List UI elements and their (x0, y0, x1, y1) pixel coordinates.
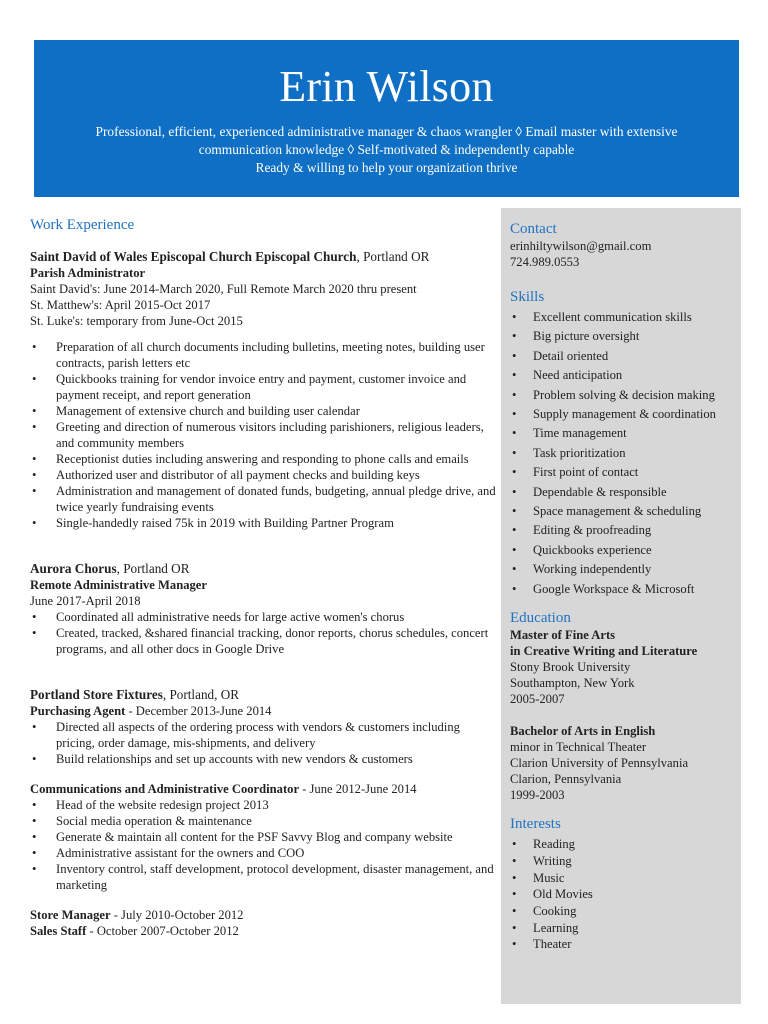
job-role: Communications and Administrative Coordinator (30, 782, 300, 796)
skill-item: • Space management & scheduling (510, 502, 733, 521)
interest-item: • Reading (510, 836, 733, 853)
bullet-item: • Created, tracked, &shared financial tracking, donor reports, chorus schedules, concert programs, and all other docs in Google Drive (30, 625, 500, 657)
job-role-line (30, 907, 500, 923)
job-dates: - December 2013-June 2014 (125, 704, 272, 718)
bullet-item: • Coordinated all administrative needs for large active women's chorus (30, 609, 500, 625)
school-detail: Stony Brook University (510, 660, 631, 675)
skill-item: • Big picture oversight (510, 327, 733, 346)
school-detail: 1999-2003 (510, 788, 565, 803)
skill-item: • Excellent communication skills (510, 308, 733, 327)
job-role: Parish Administrator (30, 266, 146, 280)
skill-item: • Task prioritization (510, 444, 733, 463)
work-experience-column (30, 215, 500, 939)
skill-item: • Supply management & coordination (510, 405, 733, 424)
interest-item: • Writing (510, 853, 733, 870)
job-dates: St. Matthew's: April 2015-Oct 2017 (30, 298, 211, 312)
school-detail: Clarion, Pennsylvania (510, 772, 622, 787)
contact-heading: Contact (510, 221, 557, 237)
skills-list (510, 308, 733, 599)
tagline-line: Professional, efficient, experienced administrative manager & chaos wrangler ◊ Email master with extensive (95, 124, 678, 139)
sidebar (501, 208, 741, 1004)
skill-item: • Dependable & responsible (510, 483, 733, 502)
degree-title: Master of Fine Arts (510, 628, 616, 643)
job-entry (30, 561, 500, 657)
bullet-item: • Single-handedly raised 75k in 2019 with Building Partner Program (30, 515, 500, 531)
interest-item: • Cooking (510, 903, 733, 920)
bullet-item: • Greeting and direction of numerous visitors including parishioners, religious leaders, and community members (30, 419, 500, 451)
job-role: Purchasing Agent (30, 704, 126, 718)
bullet-item: • Authorized user and distributor of all payment checks and building keys (30, 467, 500, 483)
org-name: Saint David of Wales Episcopal Church Episcopal Church (30, 249, 357, 264)
interest-item: • Learning (510, 920, 733, 937)
job-organization (30, 561, 500, 577)
job-organization (30, 687, 500, 703)
bullet-item: • Directed all aspects of the ordering process with vendors & customers including pricing, order damage, mis-shipments, and delivery (30, 719, 500, 751)
interests-heading: Interests (510, 816, 561, 833)
skills-heading: Skills (510, 289, 545, 305)
job-bullets (30, 609, 500, 657)
degree-title: Bachelor of Arts in English (510, 724, 656, 739)
skill-item: • First point of contact (510, 463, 733, 482)
bullet-item: • Quickbooks training for vendor invoice entry and payment, customer invoice and payment receipt, and report generation (30, 371, 500, 403)
bullet-item: • Preparation of all church documents including bulletins, meeting notes, building user contracts, parish letters etc (30, 339, 500, 371)
school-detail: 2005-2007 (510, 692, 565, 707)
bullet-item: • Generate & maintain all content for the PSF Savvy Blog and company website (30, 829, 500, 845)
org-name: Portland Store Fixtures (30, 687, 163, 702)
school-detail: Clarion University of Pennsylvania (510, 756, 689, 771)
interest-item: • Old Movies (510, 886, 733, 903)
bullet-item: • Administration and management of donated funds, budgeting, annual pledge drive, and twice yearly fundraising events (30, 483, 500, 515)
bullet-item: • Management of extensive church and building user calendar (30, 403, 500, 419)
job-bullets (30, 339, 500, 531)
bullet-item: • Build relationships and set up accounts with new vendors & customers (30, 751, 500, 767)
job-dates: - June 2012-June 2014 (299, 782, 417, 796)
bullet-item: • Head of the website redesign project 2013 (30, 797, 500, 813)
job-entry (30, 249, 500, 531)
school-detail: Southampton, New York (510, 676, 635, 691)
job-dates: - October 2007-October 2012 (86, 924, 239, 938)
job-role-line (30, 781, 500, 797)
interest-item: • Theater (510, 936, 733, 953)
school-detail: minor in Technical Theater (510, 740, 647, 755)
job-dates: June 2017-April 2018 (30, 594, 141, 608)
tagline (34, 123, 739, 177)
bullet-item: • Administrative assistant for the owners and COO (30, 845, 500, 861)
bullet-item: • Receptionist duties including answering and responding to phone calls and emails (30, 451, 500, 467)
contact-phone: 724.989.0553 (510, 255, 580, 269)
bullet-item: • Inventory control, staff development, protocol development, disaster management, and marketing (30, 861, 500, 893)
skill-item: • Need anticipation (510, 366, 733, 385)
bullet-item: • Social media operation & maintenance (30, 813, 500, 829)
tagline-line: Ready & willing to help your organization thrive (255, 160, 518, 175)
degree-title: in Creative Writing and Literature (510, 644, 698, 659)
skill-item: • Time management (510, 424, 733, 443)
job-bullets (30, 719, 500, 767)
org-name: Aurora Chorus (30, 561, 117, 576)
job-role: Store Manager (30, 908, 111, 922)
org-location: , Portland, OR (162, 687, 240, 702)
job-organization (30, 249, 500, 265)
skill-item: • Quickbooks experience (510, 541, 733, 560)
org-location: , Portland OR (116, 561, 190, 576)
job-entry (30, 687, 500, 939)
job-role: Sales Staff (30, 924, 87, 938)
job-bullets (30, 797, 500, 893)
job-dates: St. Luke's: temporary from June-Oct 2015 (30, 314, 243, 328)
job-dates: - July 2010-October 2012 (110, 908, 244, 922)
skill-item: • Working independently (510, 560, 733, 579)
candidate-name: Erin Wilson (279, 62, 494, 111)
work-experience-heading: Work Experience (30, 217, 135, 233)
tagline-line: communication knowledge ◊ Self-motivated & independently capable (198, 142, 575, 157)
skill-item: • Detail oriented (510, 347, 733, 366)
skill-item: • Editing & proofreading (510, 521, 733, 540)
job-role: Remote Administrative Manager (30, 578, 207, 592)
job-role-line (30, 703, 500, 719)
interests-list (510, 836, 733, 953)
interest-item: • Music (510, 870, 733, 887)
org-location: , Portland OR (356, 249, 430, 264)
skill-item: • Problem solving & decision making (510, 386, 733, 405)
contact-email: erinhiltywilson@gmail.com (510, 239, 652, 253)
job-dates: Saint David's: June 2014-March 2020, Full Remote March 2020 thru present (30, 282, 417, 296)
education-heading: Education (510, 610, 571, 627)
resume-header (34, 40, 739, 197)
skill-item: • Google Workspace & Microsoft (510, 580, 733, 599)
job-role-line (30, 923, 500, 939)
